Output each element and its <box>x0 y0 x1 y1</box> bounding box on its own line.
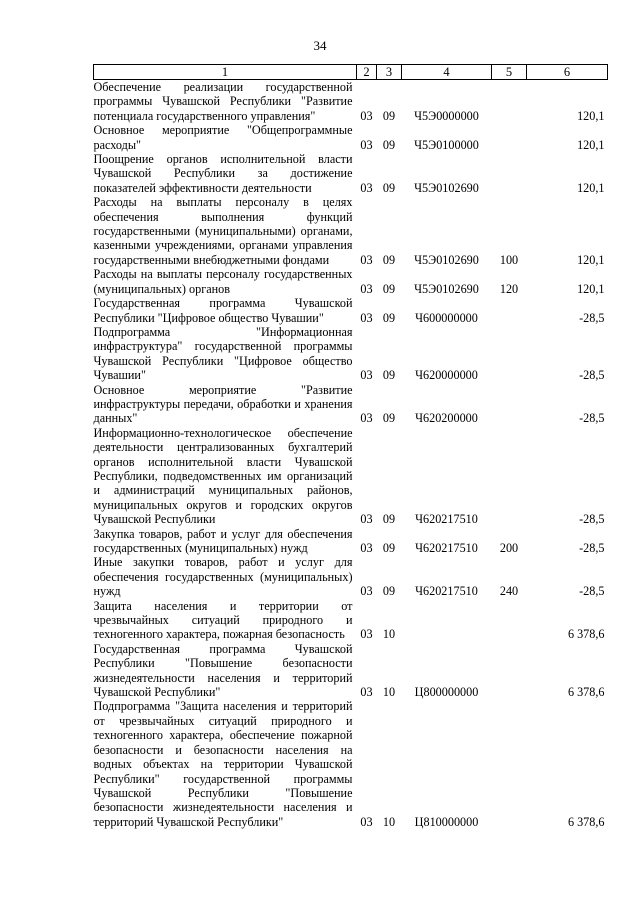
row-name: Подпрограмма "Информационная инфраструктура" государственной программы Чувашской Республики "Цифровое общество Чувашии" <box>93 324 353 383</box>
row-expense-type <box>492 296 527 325</box>
header-cell-1: 1 <box>94 65 357 80</box>
row-name: Закупка товаров, работ и услуг для обеспечения государственных (муниципальных) нужд <box>93 526 353 555</box>
row-amount: 120,1 <box>577 252 605 267</box>
row-subsection: 10 <box>382 627 396 642</box>
row-target-code: Ч620217510 <box>415 541 478 555</box>
header-cell-3: 3 <box>377 65 402 80</box>
table-row <box>94 699 608 829</box>
table-row <box>94 555 608 598</box>
row-section: 03 <box>360 368 373 383</box>
header-cell-2: 2 <box>357 65 377 80</box>
row-subsection: 09 <box>382 281 396 296</box>
row-target-code: Ч5Э0000000 <box>414 108 479 123</box>
row-target-code: Ч5Э0100000 <box>414 137 479 152</box>
row-section: 03 <box>360 252 373 267</box>
row-section: 03 <box>360 512 373 527</box>
row-amount: 120,1 <box>577 281 605 296</box>
row-expense-type <box>492 426 527 527</box>
row-expense-type: 200 <box>499 541 519 555</box>
table-row <box>94 325 608 383</box>
row-name: Расходы на выплаты персоналу в целях обеспечения выполнения функций государственными (муниципальными) органами, казенными учреждениями, органами управления государственными внебюджетными фондами <box>93 195 353 267</box>
row-subsection: 09 <box>382 584 396 599</box>
row-name: Информационно-технологическое обеспечение деятельности централизованных бухгалтерий органов исполнительной власти Чувашской Республики, подведомственных им организаций и администраций муниципальных районов, муниципальных округов и городских округов Чувашской Республики <box>93 425 353 527</box>
table-header <box>94 65 608 80</box>
table-row <box>94 642 608 700</box>
row-target-code: Ч5Э0102690 <box>414 252 479 267</box>
row-expense-type <box>492 383 527 426</box>
row-name: Государственная программа Чувашской Республики "Повышение безопасности жизнедеятельности населения и территорий Чувашской Республики" <box>93 641 353 700</box>
row-section: 03 <box>360 180 373 195</box>
row-amount: 120,1 <box>577 180 605 195</box>
row-amount: 120,1 <box>577 137 605 152</box>
row-expense-type <box>492 699 527 829</box>
row-subsection: 09 <box>382 368 396 383</box>
row-target-code: Ч600000000 <box>415 310 478 325</box>
header-cell-4: 4 <box>402 65 492 80</box>
row-section: 03 <box>360 411 373 426</box>
page-number: 34 <box>313 38 327 53</box>
table-body <box>94 80 608 830</box>
table-row <box>94 296 608 325</box>
row-name: Расходы на выплаты персоналу государственных (муниципальных) органов <box>93 267 353 296</box>
row-amount: 6 378,6 <box>567 814 605 829</box>
row-section: 03 <box>360 685 373 700</box>
row-expense-type <box>492 152 527 195</box>
header-cell-5: 5 <box>492 65 527 80</box>
row-subsection: 09 <box>382 252 396 267</box>
row-amount: -28,5 <box>579 368 605 383</box>
row-target-code: Ц810000000 <box>414 814 479 829</box>
row-amount: -28,5 <box>579 411 605 426</box>
table-row <box>94 152 608 195</box>
row-expense-type: 100 <box>499 252 519 267</box>
row-subsection: 10 <box>382 685 396 700</box>
row-name: Поощрение органов исполнительной власти Чувашской Республики за достижение показателей эффективности деятельности <box>93 152 353 195</box>
row-expense-type: 240 <box>499 584 519 599</box>
row-section: 03 <box>360 108 373 123</box>
row-name: Обеспечение реализации государственной программы Чувашской Республики "Развитие потенциала государственного управления" <box>93 80 353 123</box>
row-amount: 6 378,6 <box>567 627 605 642</box>
row-target-code: Ц800000000 <box>414 685 479 700</box>
row-expense-type: 120 <box>499 281 519 296</box>
row-target-code: Ч5Э0102690 <box>414 180 479 195</box>
row-expense-type <box>492 80 527 124</box>
row-section: 03 <box>360 541 373 555</box>
row-subsection: 09 <box>382 512 396 527</box>
row-subsection: 09 <box>382 411 396 426</box>
row-subsection: 09 <box>382 108 396 123</box>
row-amount: -28,5 <box>579 512 605 527</box>
row-name: Защита населения и территории от чрезвычайных ситуаций природного и техногенного характера, пожарная безопасность <box>93 598 353 642</box>
row-section: 03 <box>360 310 373 325</box>
table-row <box>94 195 608 267</box>
table-row <box>94 426 608 527</box>
row-name: Подпрограмма "Защита населения и территорий от чрезвычайных ситуаций природного и техногенного характера, обеспечение пожарной безопасности и безопасности населения на водных объектах на территории Чувашской Республики" государственной программы Чувашской Республики "Повышение безопасности жизнедеятельности населения и территорий Чувашской Республики" <box>93 699 353 829</box>
table-row <box>94 599 608 642</box>
budget-table <box>93 64 608 829</box>
row-amount: -28,5 <box>579 310 605 325</box>
row-name: Иные закупки товаров, работ и услуг для обеспечения государственных (муниципальных) нужд <box>93 555 353 599</box>
row-expense-type <box>492 599 527 642</box>
row-subsection: 09 <box>382 180 396 195</box>
row-amount: 6 378,6 <box>567 685 605 700</box>
row-amount: -28,5 <box>579 541 605 555</box>
row-amount: -28,5 <box>579 584 605 599</box>
row-target-code <box>402 599 492 642</box>
row-expense-type <box>492 642 527 700</box>
row-name: Государственная программа Чувашской Республики "Цифровое общество Чувашии" <box>93 296 353 325</box>
row-subsection: 09 <box>382 541 396 555</box>
row-expense-type <box>492 325 527 383</box>
row-subsection: 10 <box>382 814 396 829</box>
row-subsection: 09 <box>382 310 396 325</box>
row-target-code: Ч5Э0102690 <box>414 281 479 296</box>
header-row <box>94 65 608 80</box>
table-row <box>94 527 608 556</box>
row-amount: 120,1 <box>577 108 605 123</box>
row-target-code: Ч620000000 <box>415 368 478 383</box>
row-section: 03 <box>360 281 373 296</box>
row-section: 03 <box>360 137 373 152</box>
table-row <box>94 80 608 124</box>
row-subsection: 09 <box>382 137 396 152</box>
row-target-code: Ч620217510 <box>415 512 478 527</box>
table-row <box>94 123 608 152</box>
row-target-code: Ч620200000 <box>415 411 478 426</box>
row-name: Основное мероприятие "Общепрограммные расходы" <box>93 123 353 152</box>
table-row <box>94 267 608 296</box>
table-row <box>94 383 608 426</box>
row-section: 03 <box>360 584 373 599</box>
row-section: 03 <box>360 814 373 829</box>
row-target-code: Ч620217510 <box>415 584 478 599</box>
row-expense-type <box>492 123 527 152</box>
row-section: 03 <box>360 627 373 642</box>
header-cell-6: 6 <box>527 65 608 80</box>
row-name: Основное мероприятие "Развитие инфраструктуры передачи, обработки и хранения данных" <box>93 382 353 426</box>
